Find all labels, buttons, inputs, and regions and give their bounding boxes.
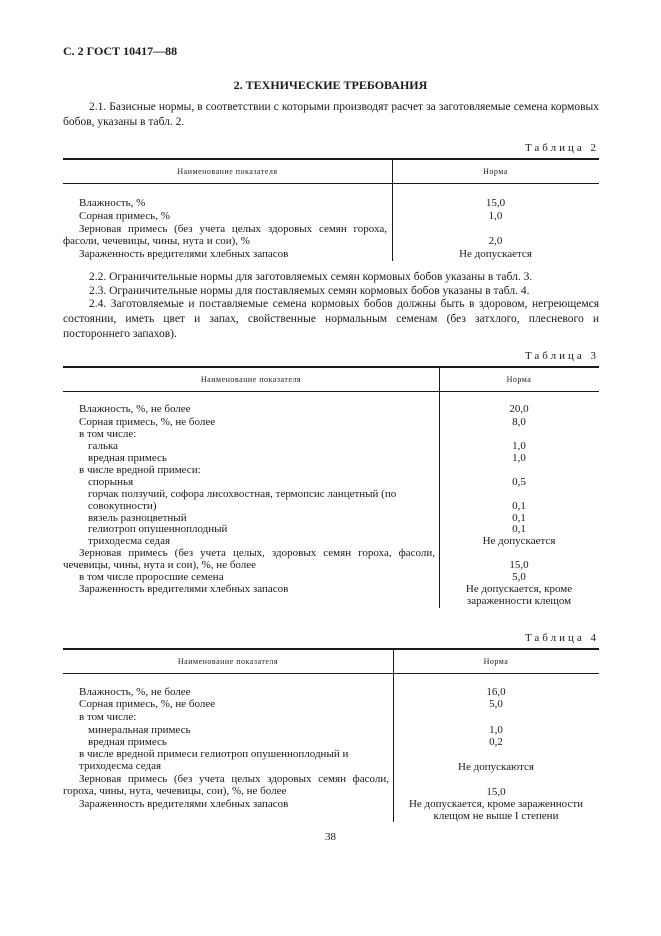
table3-row-value: 5,0 bbox=[512, 571, 526, 583]
table3-row-value: 1,0 bbox=[512, 452, 526, 464]
table4-col1-header: Наименование показателя bbox=[177, 657, 279, 666]
table4-row-name: Влажность, %, не более bbox=[79, 686, 191, 698]
table3-row-value: 0,5 bbox=[512, 476, 526, 488]
table4-row-value: 1,0 bbox=[489, 724, 503, 736]
table4-header-rule bbox=[63, 673, 599, 674]
table4-row-value: Не допускается, кроме зараженности клещом не выше I степени bbox=[408, 798, 584, 822]
table3-row-name: вязель разноцветный bbox=[88, 512, 187, 524]
table2-col1-header: Наименование показателя bbox=[177, 167, 278, 176]
table3-col2-header: Норма bbox=[506, 375, 532, 384]
table2-header-rule bbox=[63, 183, 599, 184]
table4-row-name: в числе вредной примеси гелиотроп опушенноплодный и триходесма седая bbox=[79, 748, 349, 772]
table2-row-name: Зараженность вредителями хлебных запасов bbox=[79, 248, 289, 260]
table3-caption: Таблица 3 bbox=[524, 350, 599, 362]
table2-col2-header: Норма bbox=[483, 167, 508, 176]
table4-caption: Таблица 4 bbox=[524, 632, 599, 644]
table3-row-name: галька bbox=[88, 440, 119, 452]
table3-row-name: Зараженность вредителями хлебных запасов bbox=[79, 583, 289, 595]
table4-row-value: 0,2 bbox=[489, 736, 503, 748]
table4-row-name: в том числе: bbox=[79, 711, 137, 723]
table3-row-name: горчак ползучий, софора лисохвостная, термопсис ланцетный (по совокупности) bbox=[88, 488, 397, 512]
paragraph-2-4: 2.4. Заготовляемые и поставляемые семена кормовых бобов должны быть в здоровом, негреющемся состоянии, иметь цвет и запах, свойственные нормальным семенам (без затхлого, плесневого и постороннего запахов). bbox=[63, 298, 599, 340]
table2-row-name: Влажность, % bbox=[79, 197, 146, 209]
table2-row-value: 15,0 bbox=[485, 197, 506, 209]
table3-row-value: 8,0 bbox=[512, 416, 526, 428]
table3-row-value: 0,1 bbox=[512, 523, 526, 535]
table3-top-rule bbox=[63, 366, 599, 368]
table3-header-rule bbox=[63, 391, 599, 392]
table2-row-value: 2,0 bbox=[488, 235, 503, 247]
paragraph-2-1: 2.1. Базисные нормы, в соответствии с которыми производят расчет за заготовляемые семена кормовых бобов, указаны в табл. 2. bbox=[63, 101, 599, 128]
table3-row-value: 0,1 bbox=[512, 512, 526, 524]
table4-col2-header: Норма bbox=[483, 657, 509, 666]
paragraph-2-2: 2.2. Ограничительные нормы для заготовляемых семян кормовых бобов указаны в табл. 3. bbox=[89, 271, 533, 283]
table4-row-name: минеральная примесь bbox=[88, 724, 191, 736]
page-number: 38 bbox=[325, 831, 336, 843]
table3-row-value: Не допускается bbox=[482, 535, 556, 547]
table3-row-name: в числе вредной примеси: bbox=[79, 464, 201, 476]
table3-row-value: Не допускается, кроме зараженности клещом bbox=[465, 583, 573, 607]
table3-row-value: 20,0 bbox=[509, 403, 529, 415]
table4-row-name: Зерновая примесь (без учета целых здоровых семян фасоли, гороха, чины, нута, чечевицы, сои), %, не более bbox=[63, 773, 389, 797]
table3-row-name: в том числе: bbox=[79, 428, 137, 440]
table4-row-value: 5,0 bbox=[489, 698, 503, 710]
table3-row-name: спорынья bbox=[88, 476, 134, 488]
table4-row-value: Не допускаются bbox=[458, 761, 534, 773]
table3-row-name: Сорная примесь, %, не более bbox=[79, 416, 216, 428]
table4-row-name: Сорная примесь, %, не более bbox=[79, 698, 216, 710]
table3-row-value: 15,0 bbox=[509, 559, 529, 571]
table2-row-value: 1,0 bbox=[488, 210, 503, 222]
table3-row-name: Зерновая примесь (без учета целых, здоровых семян гороха, фасоли, чечевицы, чины, нута и сои), %, не более bbox=[63, 547, 435, 571]
table4-row-name: вредная примесь bbox=[88, 736, 167, 748]
table3-row-value: 1,0 bbox=[512, 440, 526, 452]
table3-row-name: гелиотроп опушенноплодный bbox=[88, 523, 228, 535]
table4-row-value: 16,0 bbox=[486, 686, 506, 698]
table3-row-name: Влажность, %, не более bbox=[79, 403, 191, 415]
table4-row-name: Зараженность вредителями хлебных запасов bbox=[79, 798, 289, 810]
paragraph-2-3: 2.3. Ограничительные нормы для поставляемых семян кормовых бобов указаны в табл. 4. bbox=[89, 285, 530, 297]
table3-row-name: в том числе проросшие семена bbox=[79, 571, 224, 583]
table3-row-name: вредная примесь bbox=[88, 452, 167, 464]
table2-row-value: Не допускается bbox=[459, 248, 532, 260]
table4-row-value: 15,0 bbox=[486, 786, 506, 798]
table2-top-rule bbox=[63, 158, 599, 160]
section-title: 2. ТЕХНИЧЕСКИЕ ТРЕБОВАНИЯ bbox=[233, 78, 428, 92]
table2-row-name: Сорная примесь, % bbox=[79, 210, 170, 222]
page-header: С. 2 ГОСТ 10417—88 bbox=[63, 44, 178, 58]
table2-caption: Таблица 2 bbox=[524, 142, 599, 154]
table2-row-name: Зерновая примесь (без учета целых здоровых семян гороха, фасоли, чечевицы, чины, нута и сои), % bbox=[63, 223, 387, 247]
table3-row-value: 0,1 bbox=[512, 500, 526, 512]
table4-top-rule bbox=[63, 648, 599, 650]
table3-row-name: триходесма седая bbox=[88, 535, 171, 547]
table3-col1-header: Наименование показателя bbox=[200, 375, 302, 384]
